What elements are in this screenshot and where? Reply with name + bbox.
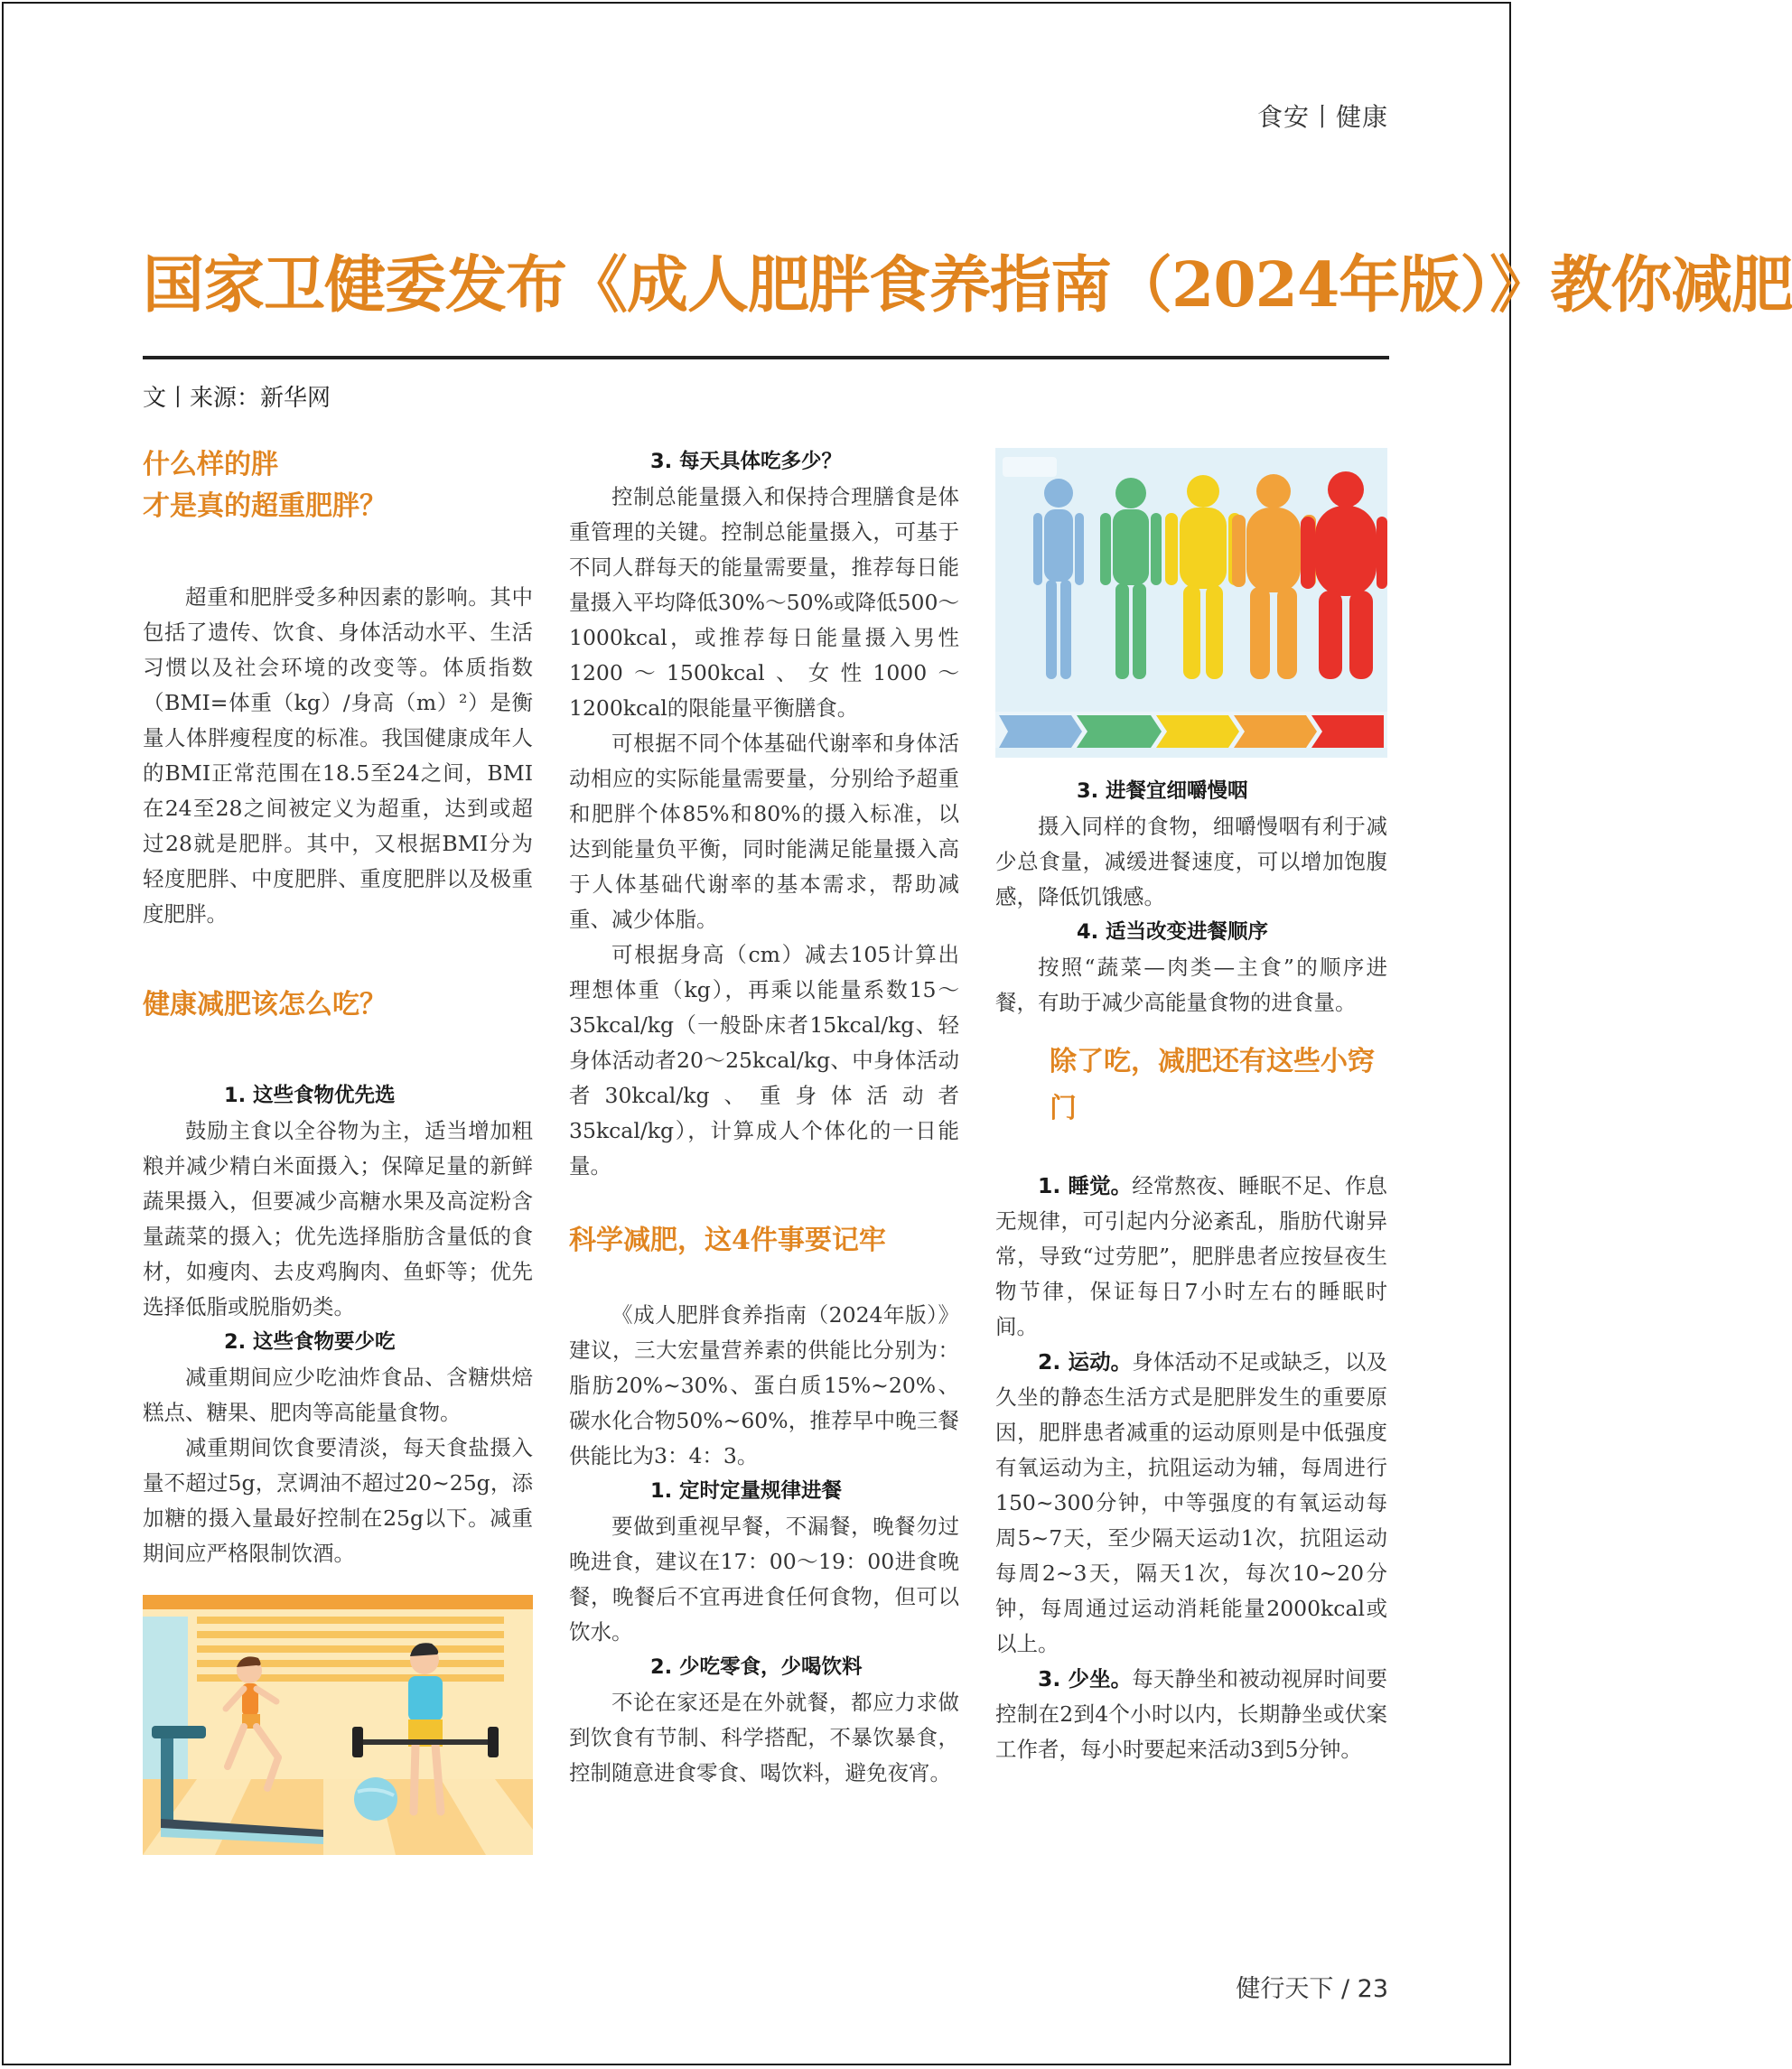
subheading: 3. 进餐宜细嚼慢咽 xyxy=(1077,779,1248,803)
article-title: 国家卫健委发布《成人肥胖食养指南（2024年版）》教你减肥 xyxy=(143,249,1792,322)
subheading: 2. 少吃零食，少喝饮料 xyxy=(650,1655,863,1679)
paragraph: 控制总能量摄入和保持合理膳食是体重管理的关键。控制总能量摄入，可基于不同人群每天的能量需要量，推荐每日能量摄入平均降低30%～50%或降低500～1000kcal，或推荐每日能量摄入男性1200～1500kcal、女性1000～1200kcal的限能量平衡膳食。 xyxy=(569,484,959,721)
subheading: 3. 每天具体吃多少？ xyxy=(650,450,843,473)
column-1 xyxy=(143,444,533,1855)
byline: 文丨来源：新华网 xyxy=(143,385,331,412)
paragraph: 可根据不同个体基础代谢率和身体活动相应的实际能量需要量，分别给予超重和肥胖个体85%和80%的摄入标准，以达到能量负平衡，同时能满足能量摄入高于人体基础代谢率的基本需求，帮助减重、减少体脂。 xyxy=(569,731,959,932)
subheading: 2. 这些食物要少吃 xyxy=(224,1330,396,1354)
paragraph: 减重期间应少吃油炸食品、含糖烘焙糕点、糖果、肥肉等高能量食物。 xyxy=(143,1365,533,1425)
column-2 xyxy=(569,444,959,1791)
exercise-illustration xyxy=(143,1595,533,1855)
tip-label: 3. 少坐。 xyxy=(1038,1666,1133,1692)
paragraph-exercise xyxy=(995,1345,1387,1662)
paragraph-sit-less xyxy=(995,1662,1387,1767)
section-heading-2: 健康减肥该怎么吃？ xyxy=(143,989,387,1021)
subheading: 1. 这些食物优先选 xyxy=(224,1084,396,1107)
section-heading-4: 除了吃，减肥还有这些小窍门 xyxy=(1050,1046,1375,1124)
subheading: 1. 定时定量规律进餐 xyxy=(650,1479,843,1503)
tip-text: 每天静坐和被动视屏时间要控制在2到4个小时以内，长期静坐或伏案工作者，每小时要起来活动3到5分钟。 xyxy=(995,1666,1388,1762)
bmi-body-figures-image xyxy=(995,448,1387,758)
paragraph: 可根据身高（cm）减去105计算出理想体重（kg），再乘以能量系数15～35kcal/kg（一般卧床者15kcal/kg、轻身体活动者20～25kcal/kg、中身体活动者30kcal/kg、重身体活动者35kcal/kg），计算成人个体化的一日能量。 xyxy=(569,942,959,1179)
paragraph-sleep xyxy=(995,1169,1387,1345)
paragraph: 要做到重视早餐，不漏餐，晚餐勿过晚进食，建议在17：00～19：00进食晚餐，晚餐后不宜再进食任何食物，但可以饮水。 xyxy=(569,1514,959,1645)
paragraph: 不论在家还是在外就餐，都应力求做到饮食有节制、科学搭配，不暴饮暴食，控制随意进食零食、喝饮料，避免夜宵。 xyxy=(569,1690,959,1785)
paragraph: 按照“蔬菜—肉类—主食”的顺序进餐，有助于减少高能量食物的进食量。 xyxy=(995,955,1387,1015)
paragraph: 超重和肥胖受多种因素的影响。其中包括了遗传、饮食、身体活动水平、生活习惯以及社会环境的改变等。体质指数（BMI=体重（kg）/身高（m）²）是衡量人体胖瘦程度的标准。我国健康成年人的BMI正常范围在18.5至24之间，BMI在24至28之间被定义为超重，达到或超过28就是肥胖。其中，又根据BMI分为轻度肥胖、中度肥胖、重度肥胖以及极重度肥胖。 xyxy=(143,584,533,927)
paragraph: 减重期间饮食要清淡，每天食盐摄入量不超过5g，烹调油不超过20~25g，添加糖的摄入量最好控制在25g以下。减重期间应严格限制饮酒。 xyxy=(143,1435,533,1566)
tip-text: 身体活动不足或缺乏，以及久坐的静态生活方式是肥胖发生的重要原因，肥胖患者减重的运动原则是中低强度有氧运动为主，抗阻运动为辅，每周进行150~300分钟，中等强度的有氧运动每周5~7天，至少隔天运动1次，抗阻运动每周2~3天，隔天1次，每次10~20分钟，每周通过运动消耗能量2000kcal或以上。 xyxy=(995,1349,1388,1656)
section-heading-3: 科学减肥，这4件事要记牢 xyxy=(569,1225,886,1256)
tip-label: 1. 睡觉。 xyxy=(1038,1173,1133,1198)
tip-label: 2. 运动。 xyxy=(1038,1349,1133,1375)
paragraph: 摄入同样的食物，细嚼慢咽有利于减少总食量，减缓进餐速度，可以增加饱腹感，降低饥饿感。 xyxy=(995,814,1387,909)
subheading: 4. 适当改变进餐顺序 xyxy=(1077,920,1269,944)
column-3 xyxy=(995,444,1387,1767)
title-divider xyxy=(143,356,1389,359)
paragraph: 鼓励主食以全谷物为主，适当增加粗粮并减少精白米面摄入；保障足量的新鲜蔬果摄入，但要减少高糖水果及高淀粉含量蔬菜的摄入；优先选择脂肪含量低的食材，如瘦肉、去皮鸡胸肉、鱼虾等；优先选择低脂或脱脂奶类。 xyxy=(143,1118,533,1319)
section-heading-1b: 才是真的超重肥胖？ xyxy=(143,490,387,522)
tip-text: 经常熬夜、睡眠不足、作息无规律，可引起内分泌紊乱，脂肪代谢异常，导致“过劳肥”，肥胖患者应按昼夜生物节律，保证每日7小时左右的睡眠时间。 xyxy=(995,1173,1388,1339)
page-footer: 健行天下 / 23 xyxy=(1236,1975,1388,2003)
paragraph: 《成人肥胖食养指南（2024年版）》建议，三大宏量营养素的供能比分别为：脂肪20%~30%、蛋白质15%~20%、碳水化合物50%~60%，推荐早中晚三餐供能比为3：4：3。 xyxy=(569,1302,959,1468)
section-heading-1a: 什么样的胖 xyxy=(143,449,278,480)
section-tag: 食安丨健康 xyxy=(1256,102,1388,132)
